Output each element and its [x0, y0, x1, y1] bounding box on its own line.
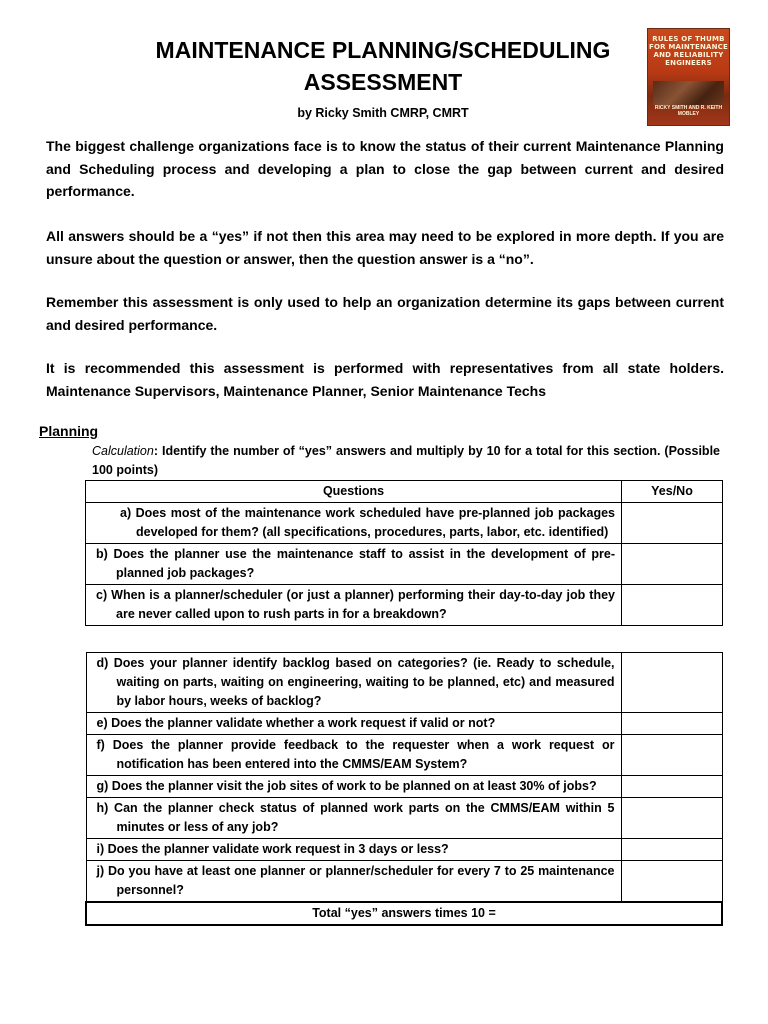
answer-cell-c[interactable]	[622, 585, 723, 626]
book-cover-authors: RICKY SMITH AND R. KEITH MOBLEY	[654, 105, 723, 117]
answer-cell-g[interactable]	[621, 776, 722, 798]
table-row	[86, 544, 723, 585]
intro-paragraph-1: The biggest challenge organizations face is to know the status of their current Maintenance Planning and Scheduling process and developing a plan to close the gap between current and desired performance.	[46, 138, 724, 199]
table-row	[86, 776, 722, 798]
answer-cell-f[interactable]	[621, 735, 722, 776]
table-row	[86, 839, 722, 861]
question-d: d) Does your planner identify backlog based on categories? (ie. Ready to schedule, waiting on parts, waiting on engineering, waiting to be planned, etc) and measured by labor hours, weeks of backlog?	[96, 656, 615, 708]
question-b: b) Does the planner use the maintenance staff to assist in the development of pre-planned job packages?	[96, 547, 615, 580]
table-row	[86, 585, 723, 626]
question-e: e) Does the planner validate whether a work request if valid or not?	[96, 716, 496, 730]
table-row	[86, 713, 722, 735]
calculation-label: Calculation	[92, 444, 154, 458]
intro-paragraph-3: Remember this assessment is only used to help an organization determine its gaps between current and desired performance.	[46, 294, 724, 333]
answer-cell-i[interactable]	[621, 839, 722, 861]
table-row	[86, 735, 722, 776]
intro-paragraph-4: It is recommended this assessment is performed with representatives from all state holders. Maintenance Supervisors, Maintenance Planner, Senior Maintenance Techs	[46, 360, 724, 399]
title-line-2: ASSESSMENT	[303, 69, 463, 95]
table-header-row	[86, 481, 723, 503]
question-a: a) Does most of the maintenance work scheduled have pre-planned job packages developed for them? (all specifications, procedures, parts, labor, etc. identified)	[120, 506, 615, 539]
calculation-note	[92, 442, 720, 480]
calculation-text: : Identify the number of “yes” answers and multiply by 10 for a total for this section. (Possible 100 points)	[92, 444, 720, 477]
table-row	[86, 653, 722, 713]
section-heading-planning: Planning	[39, 423, 99, 439]
book-cover-title: RULES OF THUMB FOR MAINTENANCE AND RELIABILITY ENGINEERS	[648, 35, 728, 67]
questions-table-part-2	[85, 652, 723, 926]
question-j: j) Do you have at least one planner or planner/scheduler for every 7 to 25 maintenance personnel?	[96, 864, 615, 897]
answer-cell-a[interactable]	[622, 503, 723, 544]
question-f: f) Does the planner provide feedback to the requester when a work request or notification has been entered into the CMMS/EAM System?	[96, 738, 615, 771]
table-row	[86, 503, 723, 544]
answer-cell-h[interactable]	[621, 798, 722, 839]
answer-cell-d[interactable]	[621, 653, 722, 713]
question-g: g) Does the planner visit the job sites of work to be planned on at least 30% of jobs?	[96, 779, 597, 793]
questions-header: Questions	[86, 481, 622, 503]
document-title	[100, 34, 666, 98]
yes-no-header: Yes/No	[622, 481, 723, 503]
book-cover-image	[647, 28, 730, 126]
answer-cell-b[interactable]	[622, 544, 723, 585]
question-c: c) When is a planner/scheduler (or just a planner) performing their day-to-day job they are never called upon to rush parts in for a breakdown?	[96, 588, 615, 621]
answer-cell-j[interactable]	[621, 861, 722, 903]
byline: by Ricky Smith CMRP, CMRT	[297, 106, 469, 120]
table-row	[86, 798, 722, 839]
questions-table-part-1	[85, 480, 723, 626]
book-cover-photo	[653, 81, 724, 105]
answer-cell-e[interactable]	[621, 713, 722, 735]
question-i: i) Does the planner validate work request in 3 days or less?	[96, 842, 449, 856]
intro-paragraph-2: All answers should be a “yes” if not then this area may need to be explored in more depth. If you are unsure about the question or answer, then the question answer is a “no”.	[46, 228, 724, 267]
title-line-1: MAINTENANCE PLANNING/SCHEDULING	[155, 37, 611, 63]
table-row	[86, 861, 722, 903]
total-row	[86, 902, 722, 925]
total-label: Total “yes” answers times 10 =	[86, 902, 722, 925]
question-h: h) Can the planner check status of planned work parts on the CMMS/EAM within 5 minutes or less of any job?	[96, 801, 615, 834]
